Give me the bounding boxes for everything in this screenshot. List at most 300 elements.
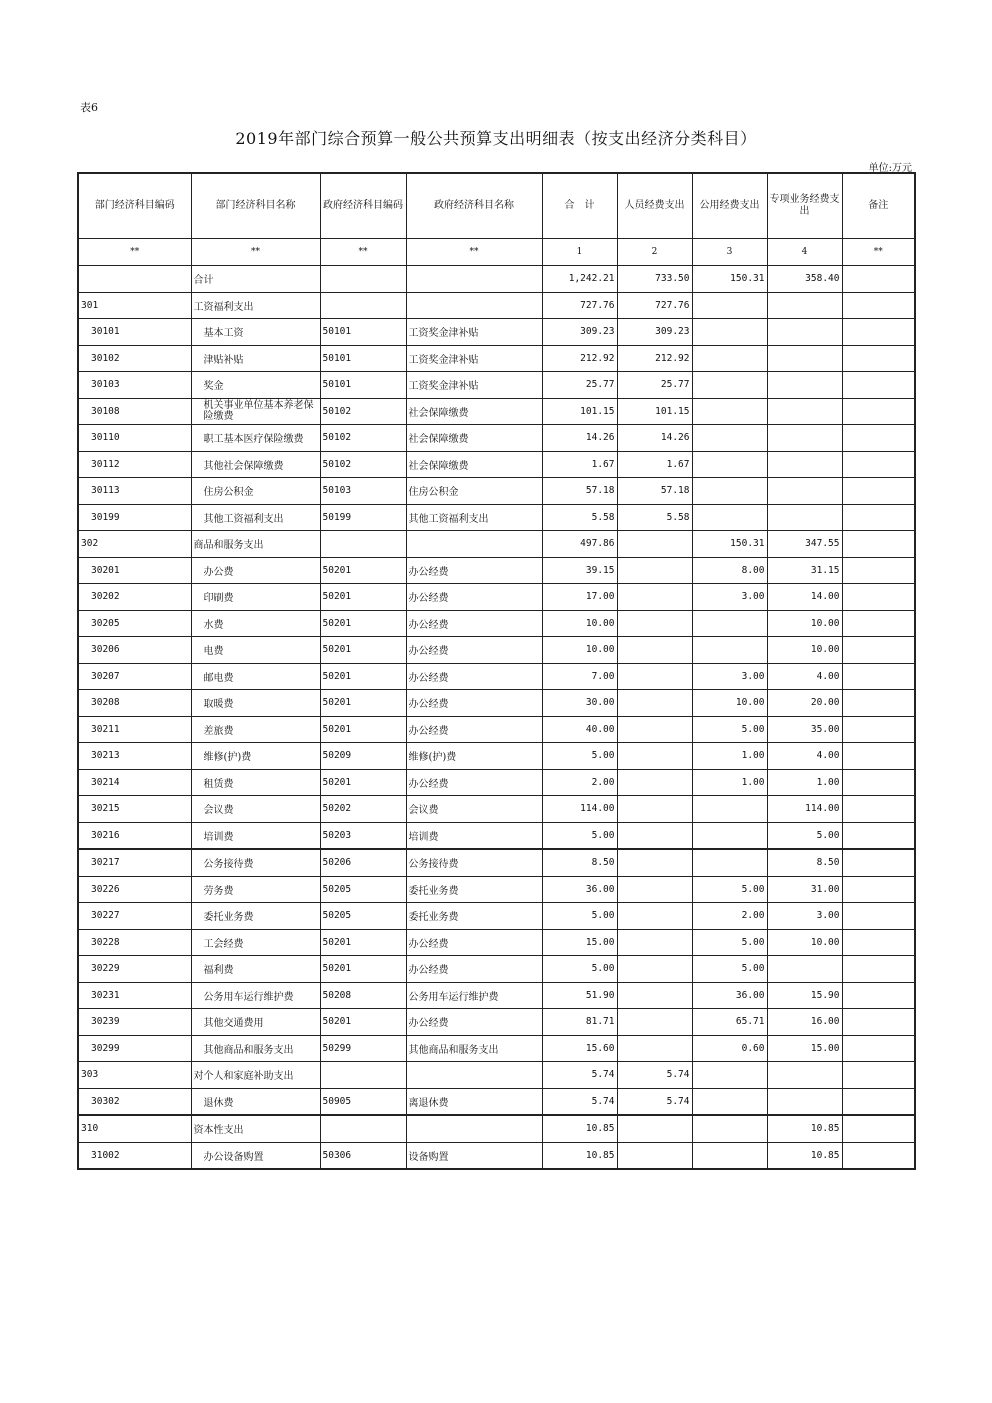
note-cell — [842, 849, 915, 876]
dept-name-cell: 印刷费 — [191, 584, 320, 611]
gov-code-cell — [320, 266, 406, 293]
dept-code-cell: 30102 — [78, 345, 191, 372]
dept-name-cell: 取暖费 — [191, 690, 320, 717]
gov-code-cell: 50199 — [320, 504, 406, 531]
special-cell: 114.00 — [767, 796, 842, 823]
page-title: 2019年部门综合预算一般公共预算支出明细表（按支出经济分类科目） — [235, 129, 757, 148]
dept-name-cell: 劳务费 — [191, 876, 320, 903]
table-row — [78, 1088, 915, 1115]
total-cell: 5.00 — [542, 822, 617, 849]
public-cell: 5.00 — [692, 876, 767, 903]
note-cell — [842, 1088, 915, 1115]
total-cell: 10.00 — [542, 637, 617, 664]
special-cell — [767, 319, 842, 346]
table-row — [78, 716, 915, 743]
special-cell — [767, 1088, 842, 1115]
index-cell: ** — [191, 239, 320, 266]
table-row — [78, 690, 915, 717]
index-row — [78, 239, 915, 266]
total-cell: 497.86 — [542, 531, 617, 558]
gov-name-cell: 会议费 — [406, 796, 542, 823]
personnel-cell — [617, 1115, 692, 1142]
table-row — [78, 956, 915, 983]
total-cell: 14.26 — [542, 425, 617, 452]
gov-name-cell: 离退休费 — [406, 1088, 542, 1115]
public-cell — [692, 1088, 767, 1115]
total-cell: 5.74 — [542, 1062, 617, 1089]
personnel-cell — [617, 849, 692, 876]
personnel-cell — [617, 663, 692, 690]
index-cell: 1 — [542, 239, 617, 266]
table-row — [78, 398, 915, 425]
gov-code-cell: 50203 — [320, 822, 406, 849]
table-row — [78, 929, 915, 956]
index-cell: 4 — [767, 239, 842, 266]
personnel-cell — [617, 769, 692, 796]
dept-name-cell: 会议费 — [191, 796, 320, 823]
table-body — [78, 266, 915, 1170]
gov-name-cell — [406, 1062, 542, 1089]
dept-code-cell: 30302 — [78, 1088, 191, 1115]
special-cell: 20.00 — [767, 690, 842, 717]
table-row — [78, 319, 915, 346]
gov-name-cell: 维修(护)费 — [406, 743, 542, 770]
personnel-cell: 5.74 — [617, 1062, 692, 1089]
special-cell: 15.90 — [767, 982, 842, 1009]
personnel-cell — [617, 822, 692, 849]
gov-code-cell: 50102 — [320, 451, 406, 478]
header-dept-code: 部门经济科目编码 — [78, 173, 191, 239]
gov-name-cell: 委托业务费 — [406, 903, 542, 930]
personnel-cell: 5.74 — [617, 1088, 692, 1115]
gov-name-cell: 办公经费 — [406, 557, 542, 584]
header-total: 合 计 — [542, 173, 617, 239]
total-cell: 5.00 — [542, 956, 617, 983]
total-cell: 40.00 — [542, 716, 617, 743]
gov-code-cell: 50209 — [320, 743, 406, 770]
personnel-cell — [617, 1009, 692, 1036]
note-cell — [842, 1035, 915, 1062]
table-row — [78, 903, 915, 930]
dept-name-cell: 其他交通费用 — [191, 1009, 320, 1036]
gov-name-cell: 社会保障缴费 — [406, 398, 542, 425]
total-cell: 36.00 — [542, 876, 617, 903]
personnel-cell — [617, 1142, 692, 1169]
index-cell: 3 — [692, 239, 767, 266]
table-row — [78, 1009, 915, 1036]
dept-name-cell: 其他商品和服务支出 — [191, 1035, 320, 1062]
public-cell: 0.60 — [692, 1035, 767, 1062]
dept-code-cell: 30229 — [78, 956, 191, 983]
special-cell: 347.55 — [767, 531, 842, 558]
table-row — [78, 292, 915, 319]
gov-code-cell: 50201 — [320, 956, 406, 983]
special-cell — [767, 372, 842, 399]
gov-code-cell: 50299 — [320, 1035, 406, 1062]
total-cell: 51.90 — [542, 982, 617, 1009]
special-cell — [767, 956, 842, 983]
gov-name-cell: 工资奖金津补贴 — [406, 372, 542, 399]
public-cell — [692, 1115, 767, 1142]
public-cell: 3.00 — [692, 584, 767, 611]
gov-code-cell: 50101 — [320, 319, 406, 346]
total-cell: 5.74 — [542, 1088, 617, 1115]
special-cell: 35.00 — [767, 716, 842, 743]
gov-name-cell: 培训费 — [406, 822, 542, 849]
special-cell: 10.00 — [767, 637, 842, 664]
table-row — [78, 1142, 915, 1169]
gov-name-cell — [406, 292, 542, 319]
note-cell — [842, 372, 915, 399]
note-cell — [842, 557, 915, 584]
dept-code-cell: 30217 — [78, 849, 191, 876]
note-cell — [842, 796, 915, 823]
dept-code-cell: 30113 — [78, 478, 191, 505]
public-cell — [692, 292, 767, 319]
gov-code-cell: 50202 — [320, 796, 406, 823]
gov-name-cell: 办公经费 — [406, 956, 542, 983]
dept-name-cell: 委托业务费 — [191, 903, 320, 930]
personnel-cell — [617, 956, 692, 983]
dept-name-cell: 津贴补贴 — [191, 345, 320, 372]
gov-code-cell: 50201 — [320, 557, 406, 584]
dept-name-cell: 合计 — [191, 266, 320, 293]
gov-code-cell: 50201 — [320, 1009, 406, 1036]
dept-code-cell: 30201 — [78, 557, 191, 584]
gov-code-cell: 50201 — [320, 584, 406, 611]
personnel-cell: 309.23 — [617, 319, 692, 346]
gov-name-cell: 公务用车运行维护费 — [406, 982, 542, 1009]
note-cell — [842, 266, 915, 293]
public-cell — [692, 1142, 767, 1169]
index-cell: ** — [320, 239, 406, 266]
dept-code-cell: 30239 — [78, 1009, 191, 1036]
public-cell: 8.00 — [692, 557, 767, 584]
header-public: 公用经费支出 — [692, 173, 767, 239]
public-cell: 65.71 — [692, 1009, 767, 1036]
special-cell: 4.00 — [767, 663, 842, 690]
gov-code-cell: 50905 — [320, 1088, 406, 1115]
table-row — [78, 345, 915, 372]
personnel-cell — [617, 743, 692, 770]
total-cell: 1,242.21 — [542, 266, 617, 293]
dept-name-cell: 福利费 — [191, 956, 320, 983]
header-personnel: 人员经费支出 — [617, 173, 692, 239]
public-cell: 5.00 — [692, 929, 767, 956]
dept-name-cell: 退休费 — [191, 1088, 320, 1115]
gov-name-cell: 办公经费 — [406, 584, 542, 611]
dept-code-cell: 303 — [78, 1062, 191, 1089]
total-cell: 8.50 — [542, 849, 617, 876]
unit-label: 单位:万元 — [868, 163, 912, 174]
note-cell — [842, 1142, 915, 1169]
special-cell: 3.00 — [767, 903, 842, 930]
gov-code-cell: 50201 — [320, 690, 406, 717]
personnel-cell — [617, 929, 692, 956]
dept-code-cell: 30227 — [78, 903, 191, 930]
public-cell — [692, 849, 767, 876]
dept-name-cell: 其他社会保障缴费 — [191, 451, 320, 478]
dept-code-cell: 30205 — [78, 610, 191, 637]
special-cell: 31.00 — [767, 876, 842, 903]
gov-code-cell: 50103 — [320, 478, 406, 505]
personnel-cell — [617, 1035, 692, 1062]
public-cell — [692, 610, 767, 637]
index-cell: ** — [842, 239, 915, 266]
note-cell — [842, 1115, 915, 1142]
dept-code-cell: 30213 — [78, 743, 191, 770]
total-cell: 2.00 — [542, 769, 617, 796]
table-row — [78, 796, 915, 823]
gov-name-cell: 工资奖金津补贴 — [406, 345, 542, 372]
gov-name-cell — [406, 1115, 542, 1142]
gov-name-cell: 其他商品和服务支出 — [406, 1035, 542, 1062]
note-cell — [842, 769, 915, 796]
public-cell: 150.31 — [692, 531, 767, 558]
public-cell: 36.00 — [692, 982, 767, 1009]
table-row — [78, 266, 915, 293]
dept-name-cell: 公务用车运行维护费 — [191, 982, 320, 1009]
dept-code-cell: 30211 — [78, 716, 191, 743]
dept-code-cell: 30226 — [78, 876, 191, 903]
dept-name-cell: 电费 — [191, 637, 320, 664]
note-cell — [842, 982, 915, 1009]
dept-name-cell: 差旅费 — [191, 716, 320, 743]
table-row — [78, 557, 915, 584]
total-cell: 1.67 — [542, 451, 617, 478]
personnel-cell — [617, 796, 692, 823]
total-cell: 7.00 — [542, 663, 617, 690]
table-row — [78, 743, 915, 770]
personnel-cell: 727.76 — [617, 292, 692, 319]
special-cell: 10.85 — [767, 1115, 842, 1142]
special-cell — [767, 504, 842, 531]
dept-name-cell: 基本工资 — [191, 319, 320, 346]
gov-name-cell — [406, 531, 542, 558]
gov-name-cell: 办公经费 — [406, 929, 542, 956]
public-cell — [692, 345, 767, 372]
gov-code-cell: 50306 — [320, 1142, 406, 1169]
personnel-cell — [617, 982, 692, 1009]
public-cell — [692, 504, 767, 531]
dept-code-cell: 30299 — [78, 1035, 191, 1062]
total-cell: 39.15 — [542, 557, 617, 584]
table-row — [78, 822, 915, 849]
gov-code-cell: 50102 — [320, 425, 406, 452]
gov-name-cell: 其他工资福利支出 — [406, 504, 542, 531]
public-cell: 1.00 — [692, 743, 767, 770]
personnel-cell: 14.26 — [617, 425, 692, 452]
gov-code-cell: 50206 — [320, 849, 406, 876]
note-cell — [842, 716, 915, 743]
special-cell — [767, 451, 842, 478]
note-cell — [842, 504, 915, 531]
gov-name-cell: 办公经费 — [406, 637, 542, 664]
gov-name-cell: 社会保障缴费 — [406, 425, 542, 452]
gov-code-cell: 50201 — [320, 769, 406, 796]
personnel-cell: 212.92 — [617, 345, 692, 372]
dept-name-cell: 奖金 — [191, 372, 320, 399]
personnel-cell — [617, 903, 692, 930]
dept-code-cell: 30108 — [78, 398, 191, 425]
gov-code-cell: 50101 — [320, 345, 406, 372]
note-cell — [842, 903, 915, 930]
special-cell — [767, 478, 842, 505]
gov-code-cell — [320, 1062, 406, 1089]
special-cell: 1.00 — [767, 769, 842, 796]
personnel-cell — [617, 716, 692, 743]
table-row — [78, 610, 915, 637]
personnel-cell — [617, 531, 692, 558]
public-cell — [692, 319, 767, 346]
dept-code-cell: 30228 — [78, 929, 191, 956]
table-row — [78, 531, 915, 558]
dept-name-cell: 办公费 — [191, 557, 320, 584]
gov-code-cell — [320, 531, 406, 558]
note-cell — [842, 345, 915, 372]
special-cell: 4.00 — [767, 743, 842, 770]
gov-code-cell: 50102 — [320, 398, 406, 425]
dept-code-cell: 30215 — [78, 796, 191, 823]
dept-code-cell: 301 — [78, 292, 191, 319]
public-cell — [692, 796, 767, 823]
special-cell — [767, 425, 842, 452]
special-cell: 14.00 — [767, 584, 842, 611]
dept-name-cell: 对个人和家庭补助支出 — [191, 1062, 320, 1089]
total-cell: 17.00 — [542, 584, 617, 611]
total-cell: 5.00 — [542, 743, 617, 770]
table-row — [78, 451, 915, 478]
personnel-cell — [617, 690, 692, 717]
public-cell — [692, 451, 767, 478]
dept-name-cell: 邮电费 — [191, 663, 320, 690]
total-cell: 212.92 — [542, 345, 617, 372]
table-row — [78, 849, 915, 876]
public-cell: 150.31 — [692, 266, 767, 293]
note-cell — [842, 610, 915, 637]
personnel-cell: 57.18 — [617, 478, 692, 505]
personnel-cell: 1.67 — [617, 451, 692, 478]
table-row — [78, 663, 915, 690]
note-cell — [842, 822, 915, 849]
public-cell: 10.00 — [692, 690, 767, 717]
total-cell: 57.18 — [542, 478, 617, 505]
table-row — [78, 1035, 915, 1062]
budget-table — [77, 172, 916, 1170]
dept-code-cell — [78, 266, 191, 293]
dept-code-cell: 30199 — [78, 504, 191, 531]
note-cell — [842, 398, 915, 425]
special-cell — [767, 292, 842, 319]
total-cell: 81.71 — [542, 1009, 617, 1036]
personnel-cell: 5.58 — [617, 504, 692, 531]
public-cell: 3.00 — [692, 663, 767, 690]
gov-code-cell: 50201 — [320, 929, 406, 956]
dept-code-cell: 30101 — [78, 319, 191, 346]
gov-code-cell: 50201 — [320, 637, 406, 664]
total-cell: 15.60 — [542, 1035, 617, 1062]
total-cell: 30.00 — [542, 690, 617, 717]
dept-code-cell: 310 — [78, 1115, 191, 1142]
gov-code-cell — [320, 1115, 406, 1142]
special-cell — [767, 345, 842, 372]
gov-code-cell: 50208 — [320, 982, 406, 1009]
note-cell — [842, 743, 915, 770]
special-cell: 5.00 — [767, 822, 842, 849]
public-cell — [692, 1062, 767, 1089]
note-cell — [842, 956, 915, 983]
personnel-cell: 733.50 — [617, 266, 692, 293]
public-cell: 5.00 — [692, 716, 767, 743]
table-row — [78, 372, 915, 399]
gov-name-cell: 设备购置 — [406, 1142, 542, 1169]
special-cell: 15.00 — [767, 1035, 842, 1062]
note-cell — [842, 478, 915, 505]
dept-code-cell: 30206 — [78, 637, 191, 664]
table-row — [78, 769, 915, 796]
special-cell: 358.40 — [767, 266, 842, 293]
dept-name-cell: 培训费 — [191, 822, 320, 849]
dept-name-cell: 工资福利支出 — [191, 292, 320, 319]
table-row — [78, 637, 915, 664]
dept-code-cell: 30103 — [78, 372, 191, 399]
dept-name-cell: 维修(护)费 — [191, 743, 320, 770]
gov-code-cell: 50205 — [320, 903, 406, 930]
dept-code-cell: 30110 — [78, 425, 191, 452]
header-row — [78, 173, 915, 239]
special-cell: 10.00 — [767, 929, 842, 956]
note-cell — [842, 292, 915, 319]
dept-code-cell: 30208 — [78, 690, 191, 717]
personnel-cell — [617, 610, 692, 637]
gov-name-cell: 工资奖金津补贴 — [406, 319, 542, 346]
total-cell: 727.76 — [542, 292, 617, 319]
personnel-cell — [617, 584, 692, 611]
public-cell — [692, 425, 767, 452]
index-cell: ** — [406, 239, 542, 266]
dept-code-cell: 30112 — [78, 451, 191, 478]
gov-name-cell: 委托业务费 — [406, 876, 542, 903]
note-cell — [842, 451, 915, 478]
dept-name-cell: 水费 — [191, 610, 320, 637]
table-number-label: 表6 — [80, 101, 98, 114]
dept-code-cell: 30231 — [78, 982, 191, 1009]
dept-code-cell: 302 — [78, 531, 191, 558]
total-cell: 15.00 — [542, 929, 617, 956]
table-row — [78, 425, 915, 452]
dept-code-cell: 30207 — [78, 663, 191, 690]
header-gov-code: 政府经济科目编码 — [320, 173, 406, 239]
dept-name-cell: 其他工资福利支出 — [191, 504, 320, 531]
header-note: 备注 — [842, 173, 915, 239]
dept-name-cell: 住房公积金 — [191, 478, 320, 505]
total-cell: 5.00 — [542, 903, 617, 930]
public-cell — [692, 478, 767, 505]
personnel-cell: 25.77 — [617, 372, 692, 399]
header-dept-name: 部门经济科目名称 — [191, 173, 320, 239]
note-cell — [842, 663, 915, 690]
dept-code-cell: 30214 — [78, 769, 191, 796]
dept-name-cell: 工会经费 — [191, 929, 320, 956]
dept-name-cell: 机关事业单位基本养老保险缴费 — [191, 398, 320, 425]
public-cell: 1.00 — [692, 769, 767, 796]
gov-name-cell — [406, 266, 542, 293]
note-cell — [842, 425, 915, 452]
personnel-cell — [617, 637, 692, 664]
special-cell: 8.50 — [767, 849, 842, 876]
note-cell — [842, 1009, 915, 1036]
special-cell — [767, 398, 842, 425]
